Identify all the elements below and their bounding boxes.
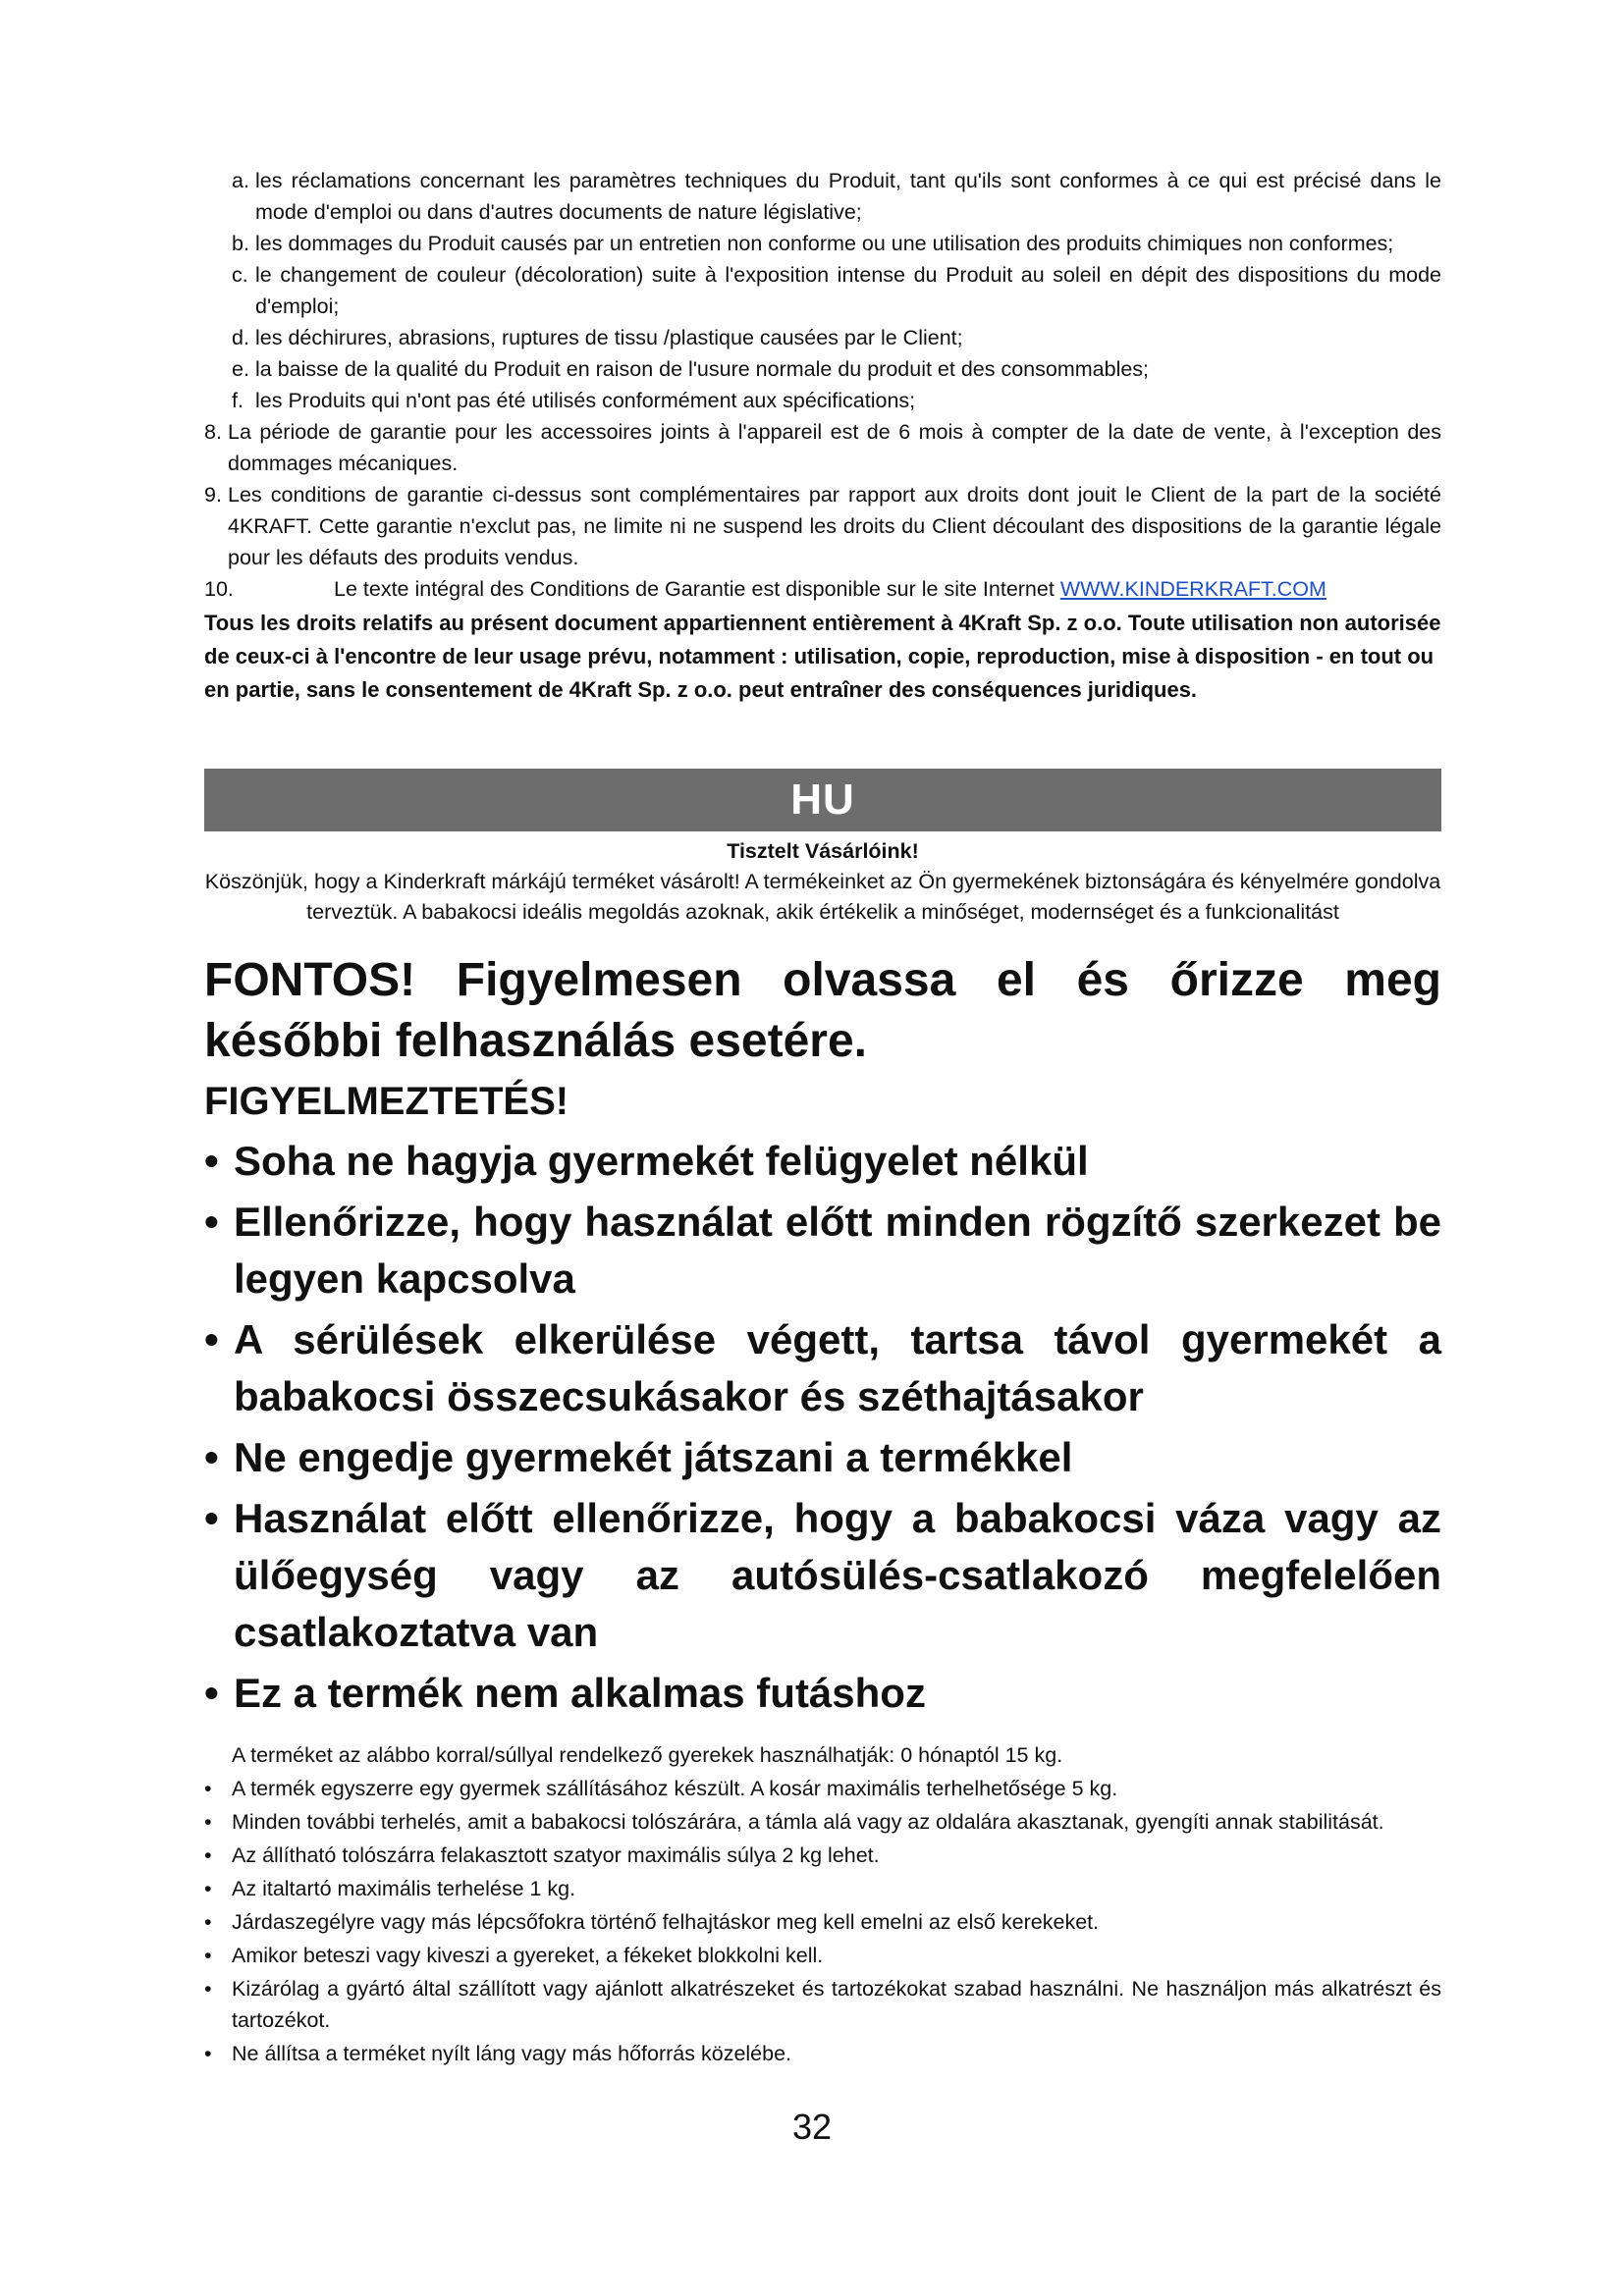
bullet-icon: • — [204, 1138, 219, 1184]
numbered-item — [204, 416, 1441, 479]
bullet-icon: • — [204, 1316, 219, 1362]
detail-item — [204, 1773, 1441, 1804]
detail-item — [204, 2038, 1441, 2069]
list-marker: d. — [232, 326, 249, 349]
bullet-icon: • — [204, 2042, 212, 2065]
important-notice: FONTOS! Figyelmesen olvassa el és őrizze meg későbbi felhasználás esetére. — [204, 954, 1441, 1067]
list-marker: f. — [232, 389, 244, 412]
bullet-icon: • — [204, 1670, 219, 1716]
list-marker: a. — [232, 169, 249, 192]
warnings-section — [204, 950, 1441, 1722]
list-marker: 9. — [204, 483, 222, 507]
detail-item — [204, 1940, 1441, 1971]
age-weight-info: A terméket az alábbo korral/súllyal rendelkező gyerekek használhatják: 0 hónaptól 15 kg. — [232, 1743, 1063, 1767]
warning-item — [204, 1194, 1441, 1308]
warning-text: Használat előtt ellenőrizze, hogy a babakocsi váza vagy az ülőegység vagy az autósülés-csatlakozó megfelelően csatlakoztatva van — [234, 1495, 1441, 1655]
warning-text: Ellenőrizze, hogy használat előtt minden rögzítő szerkezet be legyen kapcsolva — [234, 1199, 1441, 1302]
list-item-text: les déchirures, abrasions, ruptures de tissu /plastique causées par le Client; — [255, 326, 963, 349]
intro-block — [204, 836, 1441, 928]
warning-text: A sérülések elkerülése végett, tartsa távol gyermekét a babakocsi összecsukásakor és széthajtásakor — [234, 1316, 1441, 1419]
list-item — [204, 165, 1441, 228]
numbered-item — [204, 479, 1441, 573]
warning-heading: FIGYELMEZTETÉS! — [204, 1080, 569, 1123]
warning-text: Ne engedje gyermekét játszani a termékkel — [234, 1434, 1073, 1480]
bullet-icon: • — [204, 1977, 212, 2001]
bullet-icon: • — [204, 1495, 219, 1541]
intro-text: Köszönjük, hogy a Kinderkraft márkájú terméket vásárolt! A termékeinket az Ön gyermekének biztonságára és kényelmére gondolva terveztük. A babakocsi ideális megoldás azoknak, akik értékelik a minőséget, modernséget és a funkcionalitást — [204, 870, 1441, 924]
detail-item — [204, 1906, 1441, 1938]
bullet-icon: • — [204, 1877, 212, 1900]
detail-text: Az italtartó maximális terhelése 1 kg. — [232, 1877, 576, 1900]
list-item — [204, 322, 1441, 353]
bullet-icon: • — [204, 1944, 212, 1967]
detail-text: A termék egyszerre egy gyermek szállításához készült. A kosár maximális terhelhetősége 5 kg. — [232, 1777, 1118, 1800]
detail-item — [204, 1806, 1441, 1838]
warning-item — [204, 1429, 1441, 1486]
list-marker: c. — [232, 263, 248, 287]
list-item — [204, 259, 1441, 322]
detail-item — [204, 1873, 1441, 1904]
kinderkraft-website-link[interactable]: WWW.KINDERKRAFT.COM — [1059, 577, 1326, 601]
list-item-text: la baisse de la qualité du Produit en raison de l'usure normale du produit et des consommables; — [255, 357, 1150, 381]
detail-text: Amikor beteszi vagy kiveszi a gyereket, a fékeket blokkolni kell. — [232, 1944, 824, 1967]
bullet-icon: • — [204, 1777, 212, 1800]
bullet-icon: • — [204, 1810, 212, 1834]
list-item-text: les dommages du Produit causés par un entretien non conforme ou une utilisation des produits chimiques non conformes; — [255, 232, 1394, 255]
list-marker: e. — [232, 357, 249, 381]
language-section-header: HU — [204, 769, 1441, 831]
detail-item — [204, 1973, 1441, 2036]
warning-item — [204, 1490, 1441, 1661]
list-marker: 8. — [204, 420, 222, 444]
bullet-icon: • — [204, 1434, 219, 1480]
numbered-item — [204, 573, 1441, 605]
detail-text: Az állítható tolószárra felakasztott szatyor maximális súlya 2 kg lehet. — [232, 1843, 880, 1867]
bullet-icon: • — [204, 1843, 212, 1867]
warning-text: Soha ne hagyja gyermekét felügyelet nélkül — [234, 1138, 1089, 1184]
detail-item — [204, 1840, 1441, 1871]
list-item — [204, 353, 1441, 385]
warning-item — [204, 1665, 1441, 1722]
greeting: Tisztelt Vásárlóink! — [727, 839, 919, 863]
copyright-notice: Tous les droits relatifs au présent document appartiennent entièrement à 4Kraft Sp. z o.o. Toute utilisation non autorisée de ceux-ci à l'encontre de leur usage prévu, notamment : utilisation, copie, reproduction, mise à disposition - en tout ou en partie, sans le consentement de 4Kraft Sp. z o.o. peut entraîner des conséquences juridiques. — [204, 611, 1441, 702]
list-item-text: les Produits qui n'ont pas été utilisés conformément aux spécifications; — [255, 389, 916, 412]
list-item — [204, 385, 1441, 416]
bullet-icon: • — [204, 1910, 212, 1934]
list-item-text: Les conditions de garantie ci-dessus sont complémentaires par rapport aux droits dont jouit le Client de la part de la société 4KRAFT. Cette garantie n'exclut pas, ne limite ni ne suspend les droits du Client découlant des dispositions de la garantie légale pour les défauts des produits vendus. — [228, 483, 1441, 569]
warning-item — [204, 1311, 1441, 1425]
list-marker: b. — [232, 232, 249, 255]
french-warranty-section — [204, 165, 1441, 707]
list-item — [204, 228, 1441, 259]
detail-text: Járdaszegélyre vagy más lépcsőfokra történő felhajtáskor meg kell emelni az első kerekeket. — [232, 1910, 1100, 1934]
detail-text: Kizárólag a gyártó által szállított vagy ajánlott alkatrészeket és tartozékokat szabad használni. Ne használjon más alkatrészt és tartozékot. — [232, 1977, 1441, 2032]
detail-text: Minden további terhelés, amit a babakocsi tolószárára, a támla alá vagy az oldalára akasztanak, gyengíti annak stabilitását. — [232, 1810, 1384, 1834]
details-section — [204, 1739, 1441, 2069]
warning-text: Ez a termék nem alkalmas futáshoz — [234, 1670, 926, 1716]
bullet-icon: • — [204, 1199, 219, 1245]
detail-text: Ne állítsa a terméket nyílt láng vagy más hőforrás közelébe. — [232, 2042, 792, 2065]
list-item-text: Le texte intégral des Conditions de Garantie est disponible sur le site Internet — [334, 577, 1060, 601]
list-item-text: le changement de couleur (décoloration) suite à l'exposition intense du Produit au soleil en dépit des dispositions du mode d'emploi; — [255, 263, 1441, 318]
list-marker: 10. — [204, 577, 234, 601]
list-item-text: La période de garantie pour les accessoires joints à l'appareil est de 6 mois à compter de la date de vente, à l'exception des dommages mécaniques. — [228, 420, 1441, 475]
list-item-text: les réclamations concernant les paramètres techniques du Produit, tant qu'ils sont conformes à ce qui est précisé dans le mode d'emploi ou dans d'autres documents de nature législative; — [255, 169, 1441, 224]
page-number: 32 — [791, 2107, 833, 2147]
warning-item — [204, 1133, 1441, 1190]
